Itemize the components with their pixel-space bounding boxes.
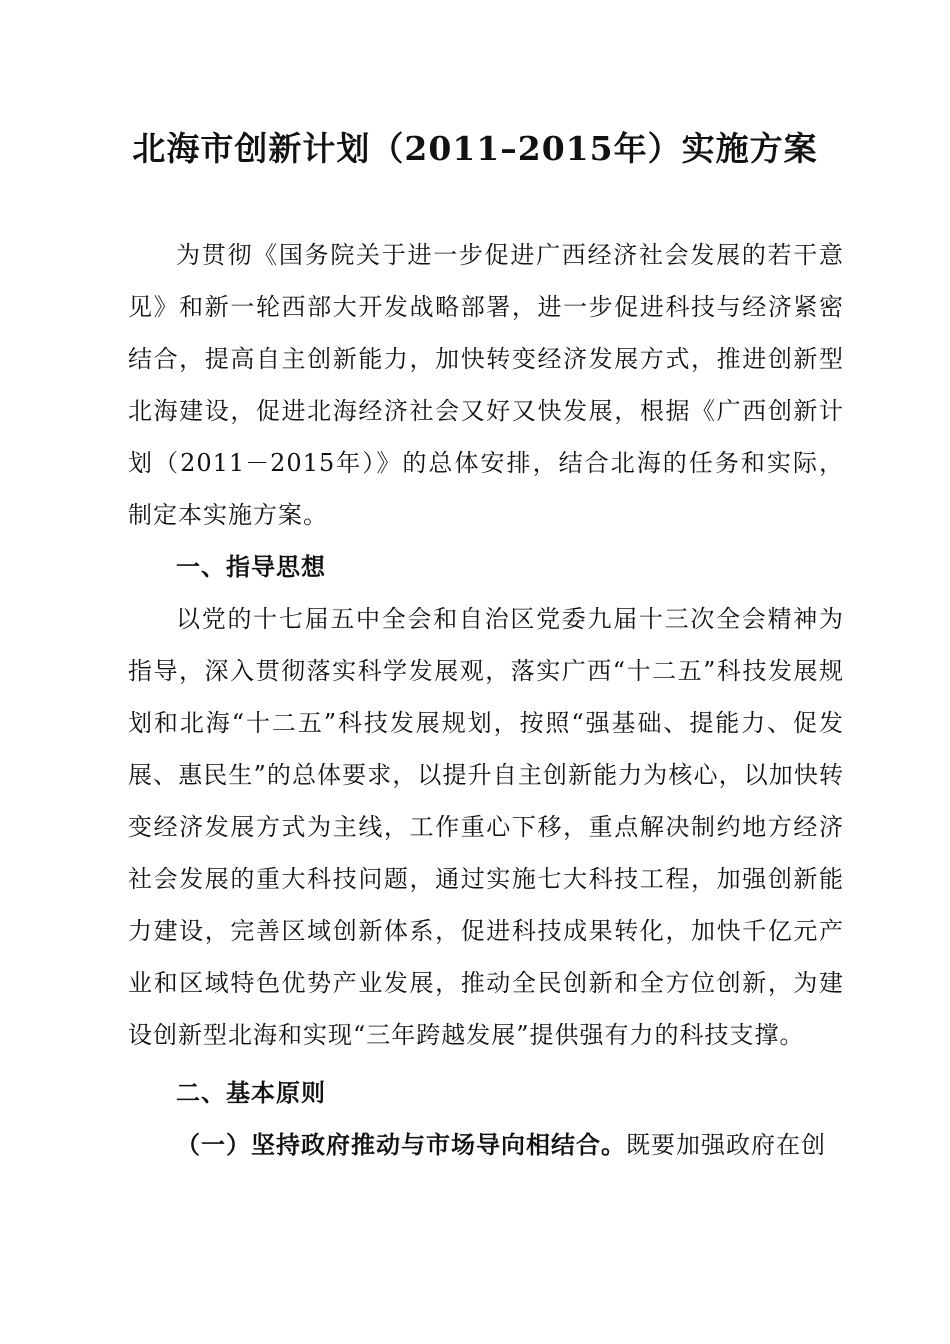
principle-item-1-text: 既要加强政府在创 [626, 1131, 826, 1159]
document-title: 北海市创新计划（2011–2015年）实施方案 [132, 129, 818, 168]
principle-item-1-lead: （一）坚持政府推动与市场导向相结合。 [176, 1131, 626, 1159]
document-body [128, 229, 844, 1171]
intro-paragraph: 为贯彻《国务院关于进一步促进广西经济社会发展的若干意见》和新一轮西部大开发战略部署，进一步促进科技与经济紧密结合，提高自主创新能力，加快转变经济发展方式，推进创新型北海建设，促进北海经济社会又好又快发展，根据《广西创新计划（2011－2015年）》的总体安排，结合北海的任务和实际，制定本实施方案。 [128, 241, 844, 529]
principle-item-1 [128, 1119, 844, 1171]
section-heading-guiding-ideology: 一、指导思想 [176, 553, 326, 581]
guiding-ideology-paragraph: 以党的十七届五中全会和自治区党委九届十三次全会精神为指导，深入贯彻落实科学发展观，落实广西“十二五”科技发展规划和北海“十二五”科技发展规划，按照“强基础、提能力、促发展、惠民生”的总体要求，以提升自主创新能力为核心，以加快转变经济发展方式为主线，工作重心下移，重点解决制约地方经济社会发展的重大科技问题，通过实施七大科技工程，加强创新能力建设，完善区域创新体系，促进科技成果转化，加快千亿元产业和区域特色优势产业发展，推动全民创新和全方位创新，为建设创新型北海和实现“三年跨越发展”提供强有力的科技支撑。 [128, 605, 844, 1049]
section-heading-basic-principles: 二、基本原则 [176, 1079, 326, 1107]
